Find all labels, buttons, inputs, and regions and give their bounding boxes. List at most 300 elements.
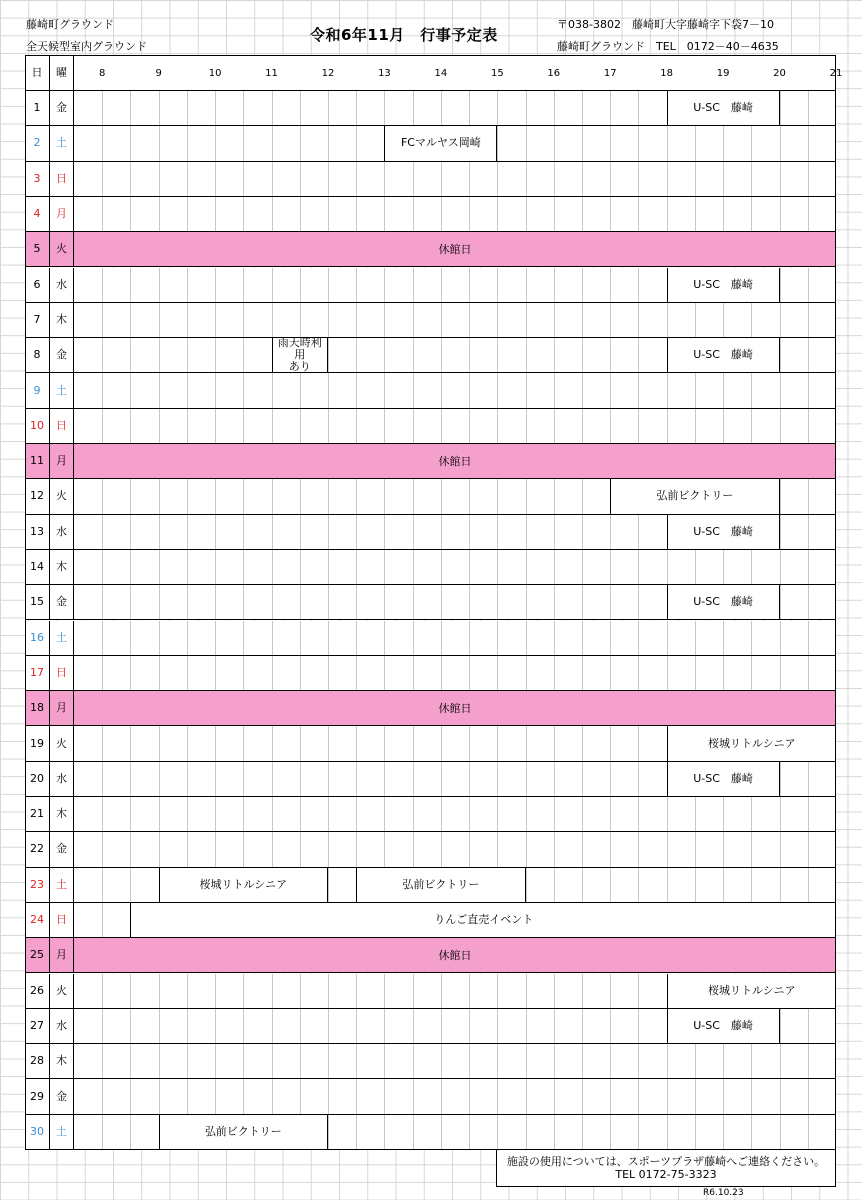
weekday: 日: [50, 409, 74, 444]
grid-line: [582, 832, 583, 866]
day-number: 12: [25, 479, 50, 514]
hour-label: 16: [547, 67, 561, 79]
grid-line: [441, 585, 442, 619]
event-block: 桜城リトルシニア: [159, 868, 328, 902]
grid-line: [413, 479, 414, 513]
grid-line: [356, 1044, 357, 1078]
grid-line: [667, 197, 668, 231]
grid-line: [159, 162, 160, 196]
grid-line: [187, 479, 188, 513]
day-number: 22: [25, 832, 50, 867]
grid-line: [187, 409, 188, 443]
grid-line: [638, 1044, 639, 1078]
grid-line: [384, 585, 385, 619]
event-block: U-SC 藤崎: [667, 762, 780, 796]
grid-line: [554, 974, 555, 1008]
event-block: U-SC 藤崎: [667, 585, 780, 619]
grid-line: [751, 832, 752, 866]
grid-line: [610, 373, 611, 407]
grid-line: [441, 832, 442, 866]
grid-line: [638, 1115, 639, 1149]
grid-line: [638, 303, 639, 337]
grid-line: [300, 726, 301, 760]
grid-line: [102, 338, 103, 372]
grid-line: [723, 868, 724, 902]
grid-line: [554, 762, 555, 796]
grid-line: [384, 91, 385, 125]
schedule-lane: [74, 409, 836, 444]
grid-line: [328, 1115, 329, 1149]
grid-line: [526, 762, 527, 796]
grid-line: [667, 162, 668, 196]
grid-line: [469, 409, 470, 443]
schedule-lane: [74, 479, 836, 514]
grid-line: [215, 621, 216, 655]
grid-line: [497, 550, 498, 584]
grid-line: [384, 303, 385, 337]
hour-label: 9: [155, 67, 162, 79]
grid-line: [723, 162, 724, 196]
grid-line: [554, 868, 555, 902]
grid-line: [215, 338, 216, 372]
day-number: 3: [25, 162, 50, 197]
grid-line: [102, 903, 103, 937]
grid-line: [751, 1115, 752, 1149]
grid-line: [441, 1044, 442, 1078]
closed-day-bar: 休館日: [74, 938, 836, 973]
grid-line: [638, 797, 639, 831]
grid-line: [356, 409, 357, 443]
grid-line: [526, 338, 527, 372]
grid-line: [610, 974, 611, 1008]
grid-line: [695, 797, 696, 831]
grid-line: [638, 91, 639, 125]
grid-line: [441, 797, 442, 831]
grid-line: [300, 550, 301, 584]
grid-line: [102, 1044, 103, 1078]
grid-line: [243, 303, 244, 337]
grid-line: [130, 585, 131, 619]
grid-line: [243, 1079, 244, 1113]
grid-line: [413, 162, 414, 196]
grid-line: [808, 162, 809, 196]
hour-label: 11: [265, 67, 278, 79]
weekday: 月: [50, 691, 74, 726]
day-number: 2: [25, 126, 50, 161]
grid-line: [526, 162, 527, 196]
weekday: 水: [50, 268, 74, 303]
grid-line: [808, 479, 809, 513]
grid-line: [751, 868, 752, 902]
grid-line: [667, 550, 668, 584]
grid-line: [272, 126, 273, 160]
grid-line: [243, 797, 244, 831]
grid-line: [300, 303, 301, 337]
grid-line: [780, 832, 781, 866]
grid-line: [130, 621, 131, 655]
grid-line: [667, 1079, 668, 1113]
grid-line: [582, 162, 583, 196]
grid-line: [497, 373, 498, 407]
grid-line: [243, 126, 244, 160]
grid-line: [130, 550, 131, 584]
grid-line: [780, 373, 781, 407]
grid-line: [751, 550, 752, 584]
grid-line: [780, 621, 781, 655]
grid-line: [441, 1079, 442, 1113]
grid-line: [497, 1115, 498, 1149]
grid-line: [723, 832, 724, 866]
grid-line: [723, 1079, 724, 1113]
schedule-lane: [74, 1009, 836, 1044]
grid-line: [272, 1009, 273, 1043]
grid-line: [469, 621, 470, 655]
grid-line: [300, 515, 301, 549]
day-number: 16: [25, 621, 50, 656]
grid-line: [751, 373, 752, 407]
grid-line: [808, 126, 809, 160]
grid-line: [215, 126, 216, 160]
grid-line: [272, 91, 273, 125]
grid-line: [328, 1009, 329, 1043]
grid-line: [215, 197, 216, 231]
grid-line: [441, 762, 442, 796]
day-number: 11: [25, 444, 50, 479]
grid-line: [723, 409, 724, 443]
grid-line: [272, 303, 273, 337]
grid-line: [610, 797, 611, 831]
grid-line: [695, 550, 696, 584]
grid-line: [780, 268, 781, 302]
grid-line: [469, 1009, 470, 1043]
grid-line: [441, 197, 442, 231]
grid-line: [497, 762, 498, 796]
weekday: 金: [50, 585, 74, 620]
grid-line: [215, 373, 216, 407]
grid-line: [497, 726, 498, 760]
grid-line: [413, 550, 414, 584]
grid-line: [243, 726, 244, 760]
grid-line: [215, 515, 216, 549]
grid-line: [187, 1079, 188, 1113]
grid-line: [667, 126, 668, 160]
grid-line: [243, 91, 244, 125]
grid-line: [328, 303, 329, 337]
grid-line: [130, 373, 131, 407]
grid-line: [469, 585, 470, 619]
schedule-table: [25, 55, 843, 1149]
grid-line: [638, 832, 639, 866]
day-number: 9: [25, 373, 50, 408]
grid-line: [469, 373, 470, 407]
grid-line: [300, 1009, 301, 1043]
grid-line: [610, 621, 611, 655]
grid-line: [356, 726, 357, 760]
grid-line: [215, 268, 216, 302]
grid-line: [808, 1079, 809, 1113]
grid-line: [413, 303, 414, 337]
grid-line: [780, 197, 781, 231]
grid-line: [384, 832, 385, 866]
column-header-day: 日: [25, 55, 50, 91]
schedule-lane: [74, 338, 836, 373]
hour-label: 13: [378, 67, 391, 79]
event-block: U-SC 藤崎: [667, 338, 780, 372]
grid-line: [130, 762, 131, 796]
grid-line: [751, 162, 752, 196]
grid-line: [695, 126, 696, 160]
grid-line: [526, 197, 527, 231]
weekday: 金: [50, 91, 74, 126]
grid-line: [497, 303, 498, 337]
grid-line: [526, 656, 527, 690]
day-number: 7: [25, 303, 50, 338]
weekday: 月: [50, 197, 74, 232]
grid-line: [582, 126, 583, 160]
event-block: りんご直売イベント: [130, 903, 836, 937]
grid-line: [497, 585, 498, 619]
grid-line: [328, 409, 329, 443]
grid-line: [723, 621, 724, 655]
grid-line: [300, 126, 301, 160]
grid-line: [272, 656, 273, 690]
grid-line: [384, 1115, 385, 1149]
hour-label: 20: [773, 67, 786, 79]
grid-line: [441, 656, 442, 690]
grid-line: [780, 1115, 781, 1149]
grid-line: [187, 126, 188, 160]
grid-line: [582, 1009, 583, 1043]
grid-line: [469, 268, 470, 302]
grid-line: [187, 197, 188, 231]
grid-line: [159, 409, 160, 443]
grid-line: [751, 197, 752, 231]
weekday: 金: [50, 338, 74, 373]
grid-line: [610, 162, 611, 196]
grid-line: [384, 1009, 385, 1043]
grid-line: [582, 726, 583, 760]
grid-line: [130, 268, 131, 302]
grid-line: [328, 91, 329, 125]
grid-line: [441, 726, 442, 760]
grid-line: [780, 585, 781, 619]
grid-line: [384, 656, 385, 690]
grid-line: [638, 726, 639, 760]
weekday: 木: [50, 550, 74, 585]
grid-line: [102, 126, 103, 160]
facility-name-1: 藤崎町グラウンド: [26, 18, 114, 31]
grid-line: [497, 268, 498, 302]
grid-line: [272, 515, 273, 549]
grid-line: [413, 515, 414, 549]
grid-line: [638, 162, 639, 196]
grid-line: [751, 656, 752, 690]
grid-line: [413, 656, 414, 690]
grid-line: [300, 373, 301, 407]
grid-line: [497, 832, 498, 866]
grid-line: [780, 550, 781, 584]
grid-line: [102, 762, 103, 796]
schedule-lane: [74, 832, 836, 867]
grid-line: [300, 656, 301, 690]
grid-line: [582, 479, 583, 513]
grid-line: [413, 726, 414, 760]
grid-line: [808, 268, 809, 302]
grid-line: [102, 797, 103, 831]
grid-line: [187, 268, 188, 302]
grid-line: [187, 303, 188, 337]
weekday: 日: [50, 162, 74, 197]
grid-line: [272, 726, 273, 760]
grid-line: [102, 621, 103, 655]
grid-line: [667, 1115, 668, 1149]
grid-line: [526, 585, 527, 619]
grid-line: [102, 656, 103, 690]
grid-line: [413, 268, 414, 302]
grid-line: [610, 1079, 611, 1113]
grid-line: [610, 726, 611, 760]
grid-line: [554, 479, 555, 513]
grid-line: [328, 373, 329, 407]
weekday: 火: [50, 232, 74, 267]
grid-line: [554, 268, 555, 302]
grid-line: [413, 762, 414, 796]
grid-line: [780, 762, 781, 796]
grid-line: [638, 1079, 639, 1113]
grid-line: [469, 1115, 470, 1149]
grid-line: [667, 832, 668, 866]
grid-line: [610, 868, 611, 902]
grid-line: [272, 409, 273, 443]
grid-line: [243, 515, 244, 549]
grid-line: [808, 91, 809, 125]
grid-line: [272, 268, 273, 302]
day-number: 18: [25, 691, 50, 726]
grid-line: [243, 550, 244, 584]
grid-line: [441, 621, 442, 655]
weekday: 日: [50, 656, 74, 691]
grid-line: [272, 550, 273, 584]
grid-line: [667, 868, 668, 902]
grid-line: [638, 409, 639, 443]
grid-line: [159, 197, 160, 231]
grid-line: [215, 585, 216, 619]
day-number: 13: [25, 515, 50, 550]
grid-line: [610, 303, 611, 337]
grid-line: [497, 479, 498, 513]
weekday: 土: [50, 621, 74, 656]
grid-line: [695, 868, 696, 902]
grid-line: [300, 268, 301, 302]
grid-line: [130, 1115, 131, 1149]
event-block: U-SC 藤崎: [667, 515, 780, 549]
grid-line: [328, 621, 329, 655]
hour-label: 17: [603, 67, 617, 79]
grid-line: [638, 762, 639, 796]
grid-line: [187, 373, 188, 407]
grid-line: [272, 797, 273, 831]
grid-line: [497, 338, 498, 372]
grid-line: [300, 621, 301, 655]
schedule-lane: [74, 373, 836, 408]
grid-line: [300, 197, 301, 231]
grid-line: [356, 373, 357, 407]
grid-line: [780, 1044, 781, 1078]
grid-line: [526, 1079, 527, 1113]
grid-line: [215, 974, 216, 1008]
grid-line: [780, 656, 781, 690]
grid-line: [187, 797, 188, 831]
grid-line: [328, 762, 329, 796]
grid-line: [159, 338, 160, 372]
grid-line: [554, 303, 555, 337]
grid-line: [384, 479, 385, 513]
grid-line: [272, 585, 273, 619]
grid-line: [497, 126, 498, 160]
grid-line: [526, 515, 527, 549]
day-number: 15: [25, 585, 50, 620]
grid-line: [526, 479, 527, 513]
grid-line: [130, 974, 131, 1008]
grid-line: [554, 832, 555, 866]
schedule-lane: [74, 1044, 836, 1079]
grid-line: [102, 1079, 103, 1113]
grid-line: [102, 303, 103, 337]
day-number: 6: [25, 268, 50, 303]
grid-line: [497, 656, 498, 690]
grid-line: [102, 585, 103, 619]
schedule-lane: [74, 91, 836, 126]
grid-line: [441, 338, 442, 372]
grid-line: [102, 91, 103, 125]
grid-line: [300, 91, 301, 125]
schedule-lane: [74, 1079, 836, 1114]
grid-line: [159, 268, 160, 302]
day-number: 30: [25, 1115, 50, 1150]
event-block: 弘前ビクトリー: [610, 479, 779, 513]
day-number: 5: [25, 232, 50, 267]
grid-line: [187, 338, 188, 372]
grid-line: [469, 656, 470, 690]
grid-line: [808, 621, 809, 655]
grid-line: [384, 1044, 385, 1078]
column-header-weekday: 曜: [50, 55, 74, 91]
grid-line: [441, 268, 442, 302]
grid-line: [441, 303, 442, 337]
grid-line: [328, 974, 329, 1008]
day-number: 29: [25, 1079, 50, 1114]
grid-line: [187, 656, 188, 690]
grid-line: [328, 585, 329, 619]
grid-line: [610, 1115, 611, 1149]
grid-line: [159, 656, 160, 690]
schedule-lane: [74, 585, 836, 620]
day-number: 28: [25, 1044, 50, 1079]
grid-line: [272, 479, 273, 513]
grid-line: [356, 197, 357, 231]
grid-line: [215, 1079, 216, 1113]
grid-line: [356, 974, 357, 1008]
grid-line: [159, 621, 160, 655]
grid-line: [215, 762, 216, 796]
grid-line: [723, 126, 724, 160]
grid-line: [469, 479, 470, 513]
grid-line: [413, 797, 414, 831]
grid-line: [328, 832, 329, 866]
grid-line: [497, 974, 498, 1008]
grid-line: [497, 621, 498, 655]
grid-line: [243, 621, 244, 655]
